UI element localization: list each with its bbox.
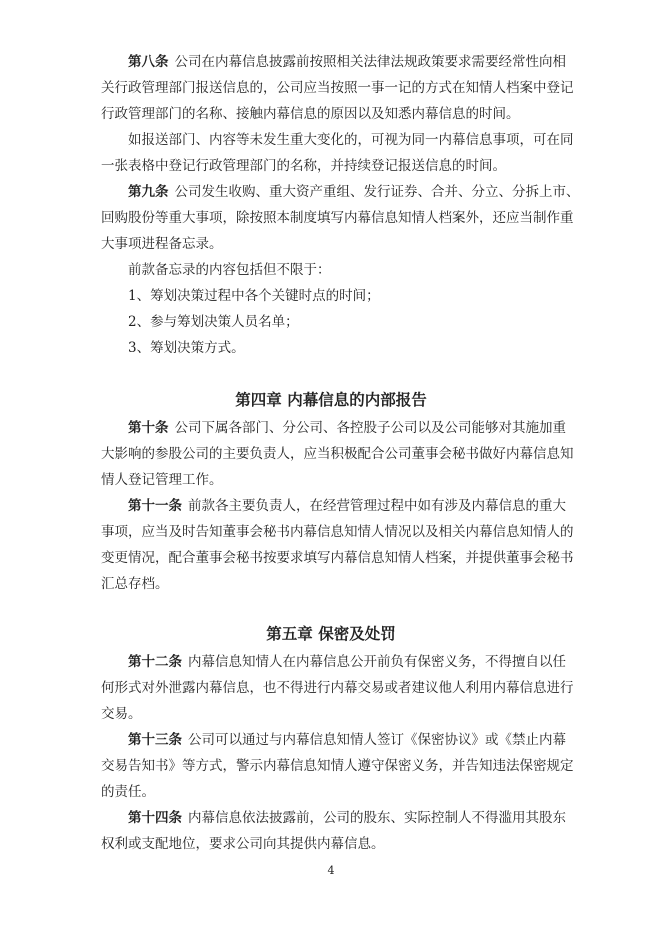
chapter-heading: 第四章 内幕信息的内部报告 (235, 391, 427, 409)
article-line: 大影响的参股公司的主要负责人，应当积极配合公司董事会秘书做好内幕信息知 (101, 446, 574, 462)
article-line (128, 808, 566, 828)
text: 公司可以通过与内幕信息知情人签订《保密协议》或《禁止内幕 (188, 732, 566, 748)
text: 内幕信息知情人在内幕信息公开前负有保密义务，不得擅自以任 (188, 654, 566, 670)
list-item: 2、参与筹划决策人员名单； (128, 314, 299, 330)
article-line: 交易。 (101, 706, 142, 722)
article-label: 第八条 (128, 54, 169, 70)
text: 内幕信息依法披露前，公司的股东、实际控制人不得滥用其股东 (188, 810, 566, 826)
text: 前款各主要负责人，在经营管理过程中如有涉及内幕信息的重大 (188, 498, 566, 514)
article-label: 第十二条 (128, 654, 182, 670)
article-line: 事项，应当及时告知董事会秘书内幕信息知情人情况以及相关内幕信息知情人的 (101, 524, 574, 540)
article-line: 交易告知书》等方式，警示内幕信息知情人遵守保密义务，并告知违法保密规定 (101, 758, 574, 774)
article-line (128, 52, 566, 72)
article-line: 前款备忘录的内容包括但不限于： (128, 262, 331, 278)
article-line (128, 496, 566, 516)
article-line: 变更情况，配合董事会秘书按要求填写内幕信息知情人档案，并提供董事会秘书 (101, 550, 574, 566)
article-label: 第十一条 (128, 498, 182, 514)
article-line: 权利或支配地位，要求公司向其提供内幕信息。 (101, 836, 385, 852)
article-line: 关行政管理部门报送信息的，公司应当按照一事一记的方式在知情人档案中登记 (101, 80, 574, 96)
article-label: 第十四条 (128, 810, 182, 826)
article-label: 第十三条 (128, 732, 182, 748)
list-item: 1、筹划决策过程中各个关键时点的时间； (128, 288, 380, 304)
article-label: 第九条 (128, 184, 169, 200)
article-line: 行政管理部门的名称、接触内幕信息的原因以及知悉内幕信息的时间。 (101, 106, 520, 122)
article-line: 如报送部门、内容等未发生重大变化的，可视为同一内幕信息事项，可在同 (128, 132, 574, 148)
chapter-heading: 第五章 保密及处罚 (266, 625, 396, 643)
article-line: 回购股份等重大事项，除按照本制度填写内幕信息知情人档案外，还应当制作重 (101, 210, 574, 226)
article-line (128, 652, 566, 672)
text: 公司下属各部门、分公司、各控股子公司以及公司能够对其施加重 (174, 420, 566, 436)
article-label: 第十条 (128, 420, 169, 436)
article-line: 何形式对外泄露内幕信息，也不得进行内幕交易或者建议他人利用内幕信息进行 (101, 680, 574, 696)
text: 公司发生收购、重大资产重组、发行证券、合并、分立、分拆上市、 (174, 184, 580, 200)
page-number: 4 (327, 864, 335, 877)
article-line: 汇总存档。 (101, 576, 169, 592)
article-line: 大事项进程备忘录。 (101, 236, 223, 252)
text: 公司在内幕信息披露前按照相关法律法规政策要求需要经常性向相 (174, 54, 566, 70)
article-line (128, 418, 566, 438)
article-line (128, 730, 566, 750)
article-line: 的责任。 (101, 784, 155, 800)
list-item: 3、筹划决策方式。 (128, 340, 245, 356)
article-line: 情人登记管理工作。 (101, 472, 223, 488)
article-line (128, 182, 580, 202)
article-line: 一张表格中登记行政管理部门的名称，并持续登记报送信息的时间。 (101, 158, 506, 174)
